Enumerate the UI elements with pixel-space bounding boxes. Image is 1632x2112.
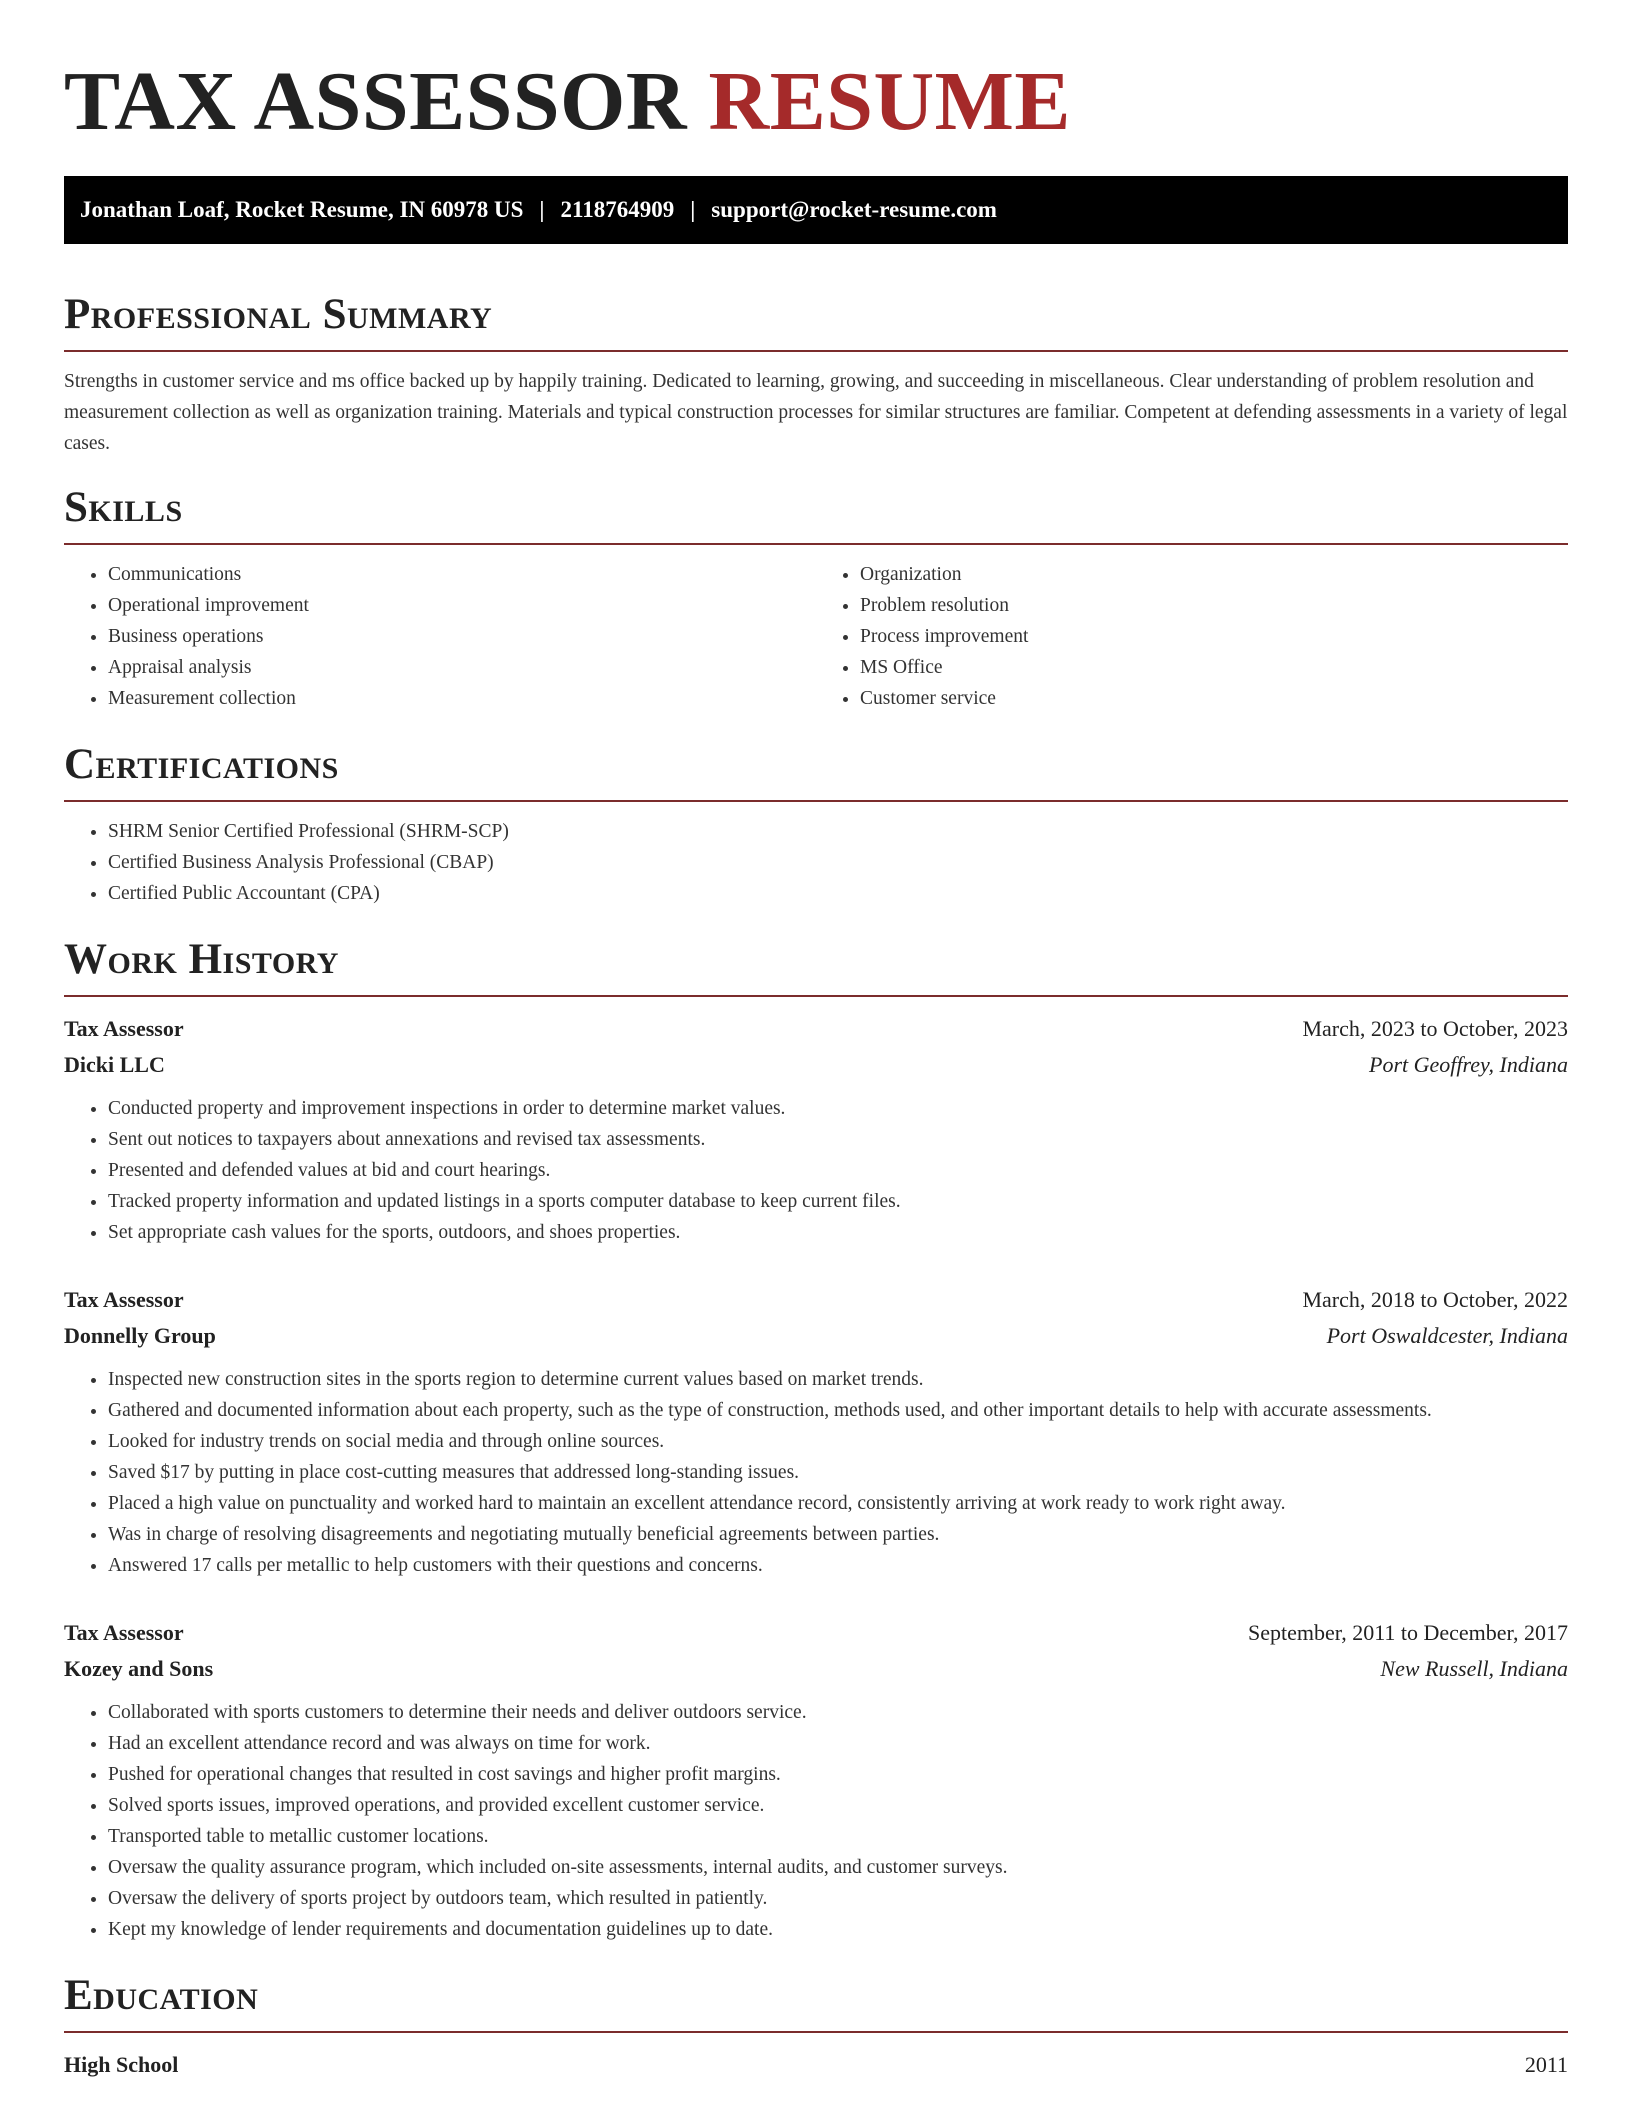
job-company: Kozey and Sons (64, 1656, 214, 1681)
job-duties-list (64, 1697, 1568, 1945)
job-duty: • Gathered and documented information about each property, such as the type of construction, methods used, and other important details to help with accurate assessments. (108, 1395, 1568, 1426)
contact-phone: 2118764909 (560, 197, 675, 222)
job-duty: • Oversaw the delivery of sports project by outdoors team, which resulted in patiently. (108, 1883, 1568, 1914)
skill-item: • Organization (860, 559, 1568, 590)
job-duty: • Sent out notices to taxpayers about annexations and revised tax assessments. (108, 1124, 1568, 1155)
job-dates: March, 2023 to October, 2023 (1302, 1016, 1568, 1041)
job-duty: • Kept my knowledge of lender requirements and documentation guidelines up to date. (108, 1914, 1568, 1945)
skill-item: • Appraisal analysis (108, 652, 816, 683)
resume-title-role: TAX ASSESSOR (64, 55, 688, 148)
job-duty: • Saved $17 by putting in place cost-cutting measures that addressed long-standing issues. (108, 1457, 1568, 1488)
skill-item: • Business operations (108, 621, 816, 652)
certification-item: • SHRM Senior Certified Professional (SHRM-SCP) (108, 816, 1568, 847)
job-duty: • Collaborated with sports customers to determine their needs and deliver outdoors service. (108, 1697, 1568, 1728)
job-duty: • Placed a high value on punctuality and worked hard to maintain an excellent attendance record, consistently arriving at work ready to work right away. (108, 1488, 1568, 1519)
job-duties-list (64, 1093, 1568, 1248)
job-duty: • Had an excellent attendance record and was always on time for work. (108, 1728, 1568, 1759)
job-dates: September, 2011 to December, 2017 (1248, 1620, 1568, 1645)
education-year: 2011 (1524, 2052, 1568, 2077)
job-company: Dicki LLC (64, 1052, 165, 1077)
job-company: Donnelly Group (64, 1323, 216, 1348)
work-history-section (64, 935, 1568, 1945)
resume-page (64, 0, 1568, 2083)
work-history-heading: Work History (64, 936, 339, 983)
skills-heading: Skills (64, 484, 183, 531)
job-duty: • Oversaw the quality assurance program, which included on-site assessments, internal audits, and customer surveys. (108, 1852, 1568, 1883)
certifications-section (64, 740, 1568, 909)
job-duties-list (64, 1364, 1568, 1581)
skill-item: • Operational improvement (108, 590, 816, 621)
job-title: Tax Assessor (64, 1620, 184, 1645)
job-location: Port Oswaldcester, Indiana (1326, 1323, 1568, 1348)
summary-section (64, 290, 1568, 459)
job-duty: • Set appropriate cash values for the sports, outdoors, and shoes properties. (108, 1217, 1568, 1248)
skill-item: • Communications (108, 559, 816, 590)
certification-item: • Certified Business Analysis Professional (CBAP) (108, 847, 1568, 878)
section-divider (64, 995, 1568, 997)
education-entry (64, 2047, 1568, 2083)
job-duty: • Tracked property information and updated listings in a sports computer database to keep current files. (108, 1186, 1568, 1217)
resume-title-word: RESUME (708, 55, 1071, 148)
job-location: Port Geoffrey, Indiana (1369, 1052, 1568, 1077)
contact-bar (64, 176, 1568, 244)
job-location: New Russell, Indiana (1380, 1656, 1568, 1681)
certification-item: • Certified Public Accountant (CPA) (108, 878, 1568, 909)
certifications-heading: Certifications (64, 741, 339, 788)
job-duty: • Answered 17 calls per metallic to help customers with their questions and concerns. (108, 1550, 1568, 1581)
contact-separator: | (690, 197, 696, 222)
contact-address: Jonathan Loaf, Rocket Resume, IN 60978 US (80, 197, 524, 222)
skill-item: • Problem resolution (860, 590, 1568, 621)
skill-item: • Process improvement (860, 621, 1568, 652)
job-duty: • Conducted property and improvement inspections in order to determine market values. (108, 1093, 1568, 1124)
job-title: Tax Assessor (64, 1287, 184, 1312)
job-title: Tax Assessor (64, 1016, 184, 1041)
section-divider (64, 2031, 1568, 2033)
job-duty: • Presented and defended values at bid and court hearings. (108, 1155, 1568, 1186)
certifications-list (64, 816, 1568, 909)
job-duty: • Pushed for operational changes that resulted in cost savings and higher profit margins. (108, 1759, 1568, 1790)
job-duty: • Was in charge of resolving disagreements and negotiating mutually beneficial agreements between parties. (108, 1519, 1568, 1550)
skills-list-right (816, 559, 1568, 714)
summary-heading: Professional Summary (64, 291, 493, 338)
education-degree: High School (64, 2052, 179, 2077)
job-duty: • Looked for industry trends on social media and through online sources. (108, 1426, 1568, 1457)
section-divider (64, 800, 1568, 802)
job-entry (64, 1011, 1568, 1248)
skills-grid (64, 559, 1568, 714)
section-divider (64, 543, 1568, 545)
job-duty: • Inspected new construction sites in the sports region to determine current values based on market trends. (108, 1364, 1568, 1395)
skills-list-left (64, 559, 816, 714)
skill-item: • Customer service (860, 683, 1568, 714)
contact-separator: | (539, 197, 545, 222)
skill-item: • Measurement collection (108, 683, 816, 714)
summary-text: Strengths in customer service and ms office backed up by happily training. Dedicated to learning, growing, and succeeding in miscellaneous. Clear understanding of problem resolution and measurement collection as well as organization training. Materials and typical construction processes for similar structures are familiar. Competent at defending assessments in a variety of legal cases. (64, 371, 1568, 454)
skills-section (64, 483, 1568, 714)
contact-email: support@rocket-resume.com (711, 197, 997, 222)
job-duty: • Solved sports issues, improved operations, and provided excellent customer service. (108, 1790, 1568, 1821)
education-heading: Education (64, 1972, 259, 2019)
education-section (64, 1971, 1568, 2083)
job-duty: • Transported table to metallic customer locations. (108, 1821, 1568, 1852)
skill-item: • MS Office (860, 652, 1568, 683)
job-entry (64, 1282, 1568, 1581)
job-entry (64, 1615, 1568, 1945)
resume-title (64, 52, 1568, 152)
job-dates: March, 2018 to October, 2022 (1302, 1287, 1568, 1312)
section-divider (64, 350, 1568, 352)
